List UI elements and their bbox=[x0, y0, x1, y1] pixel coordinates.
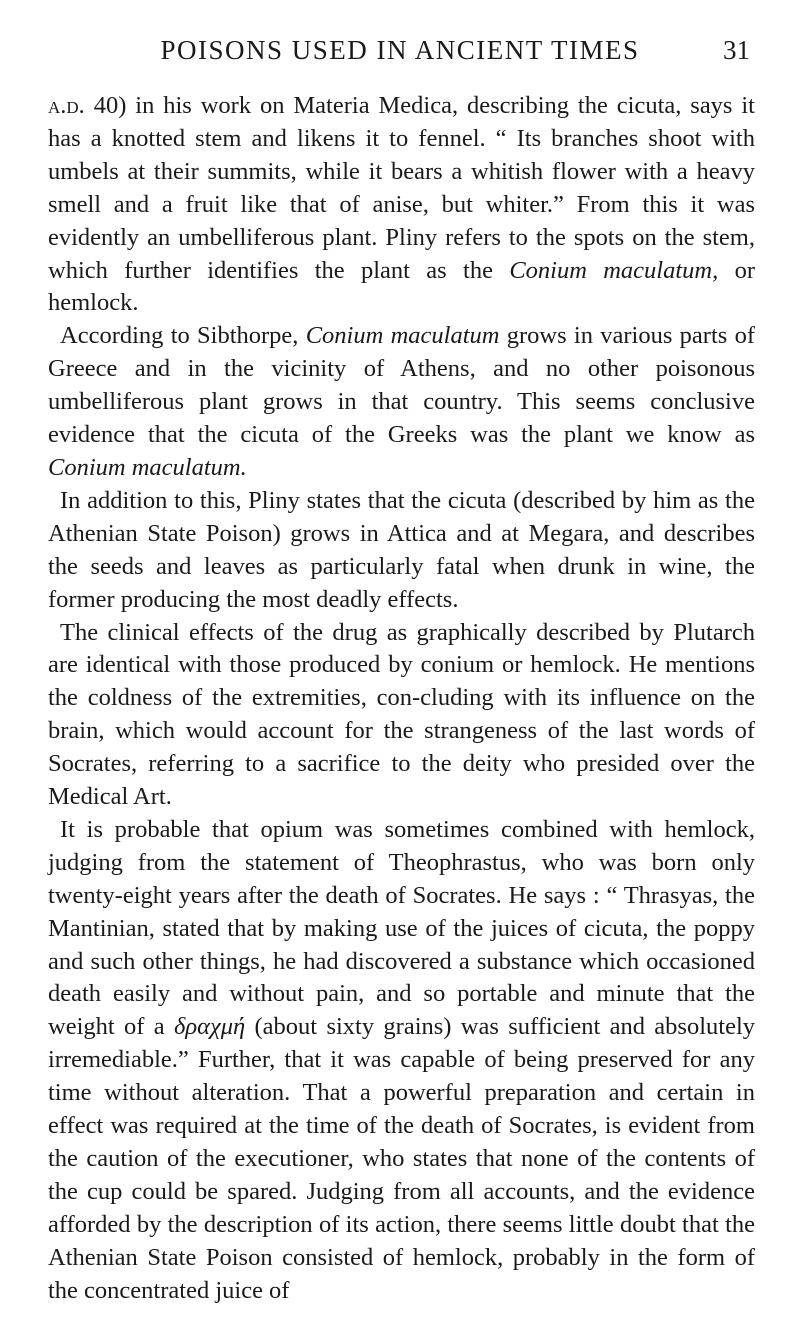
running-title: POISONS USED IN ANCIENT TIMES bbox=[160, 35, 640, 65]
paragraph bbox=[48, 485, 755, 617]
page-number: 31 bbox=[723, 35, 750, 65]
text-segment: grows in various parts of Greece and in the vicinity of Athens, and no other poisonous umbelliferous plant grows in that country. This seems conclusive evidence that the cicuta of the Greeks was the plant we know as bbox=[48, 322, 755, 449]
text-segment: According to Sibthorpe, bbox=[60, 322, 306, 350]
text-segment: The clinical effects of the drug as graphically described by Plutarch are identical with those produced by conium or hemlock. He mentions the coldness of the extremities, con-cluding with its influence on the brain, which would account for the strangeness of the last words of Socrates, referring to a sacrifice to the deity who presided over the Medical Art. bbox=[48, 618, 755, 811]
paragraph bbox=[48, 617, 755, 814]
text-segment: 40) in his work on Materia Medica, describing the cicuta, says it has a knotted stem and likens it to fennel. “ Its branches shoot with umbels at their summits, while it bears a whitish flower with a heavy smell and a fruit like that of anise, but whiter.” From this it was evidently an umbelliferous plant. Pliny refers to the spots on the stem, which further identifies the plant as the bbox=[48, 92, 755, 284]
running-header bbox=[50, 30, 750, 70]
body-text bbox=[48, 90, 755, 1308]
italic-text-segment: Conium maculatum bbox=[305, 322, 500, 350]
text-segment: (about sixty grains) was sufficient and absolutely irremediable.” Further, that it was capable of being preserved for any time without alteration. That a powerful preparation and certain in effect was required at the time of the death of Socrates, is evident from the caution of the executioner, who states that none of the contents of the cup could be spared. Judging from all accounts, and the evidence afforded by the description of its action, there seems little doubt that the Athenian State Poison consisted of hemlock, probably in the form of the concentrated juice of bbox=[48, 1013, 756, 1304]
italic-text-segment: δραχμή bbox=[173, 1013, 246, 1041]
paragraph bbox=[48, 814, 755, 1308]
paragraph bbox=[48, 90, 755, 320]
italic-text-segment: Conium maculatum. bbox=[48, 453, 247, 481]
paragraph bbox=[48, 320, 755, 485]
text-segment: a.d. bbox=[48, 92, 85, 119]
text-segment: In addition to this, Pliny states that the cicuta (described by him as the Athenian State Poison) grows in Attica and at Megara, and describes the seeds and leaves as particularly fatal when drunk in wine, the former producing the most deadly effects. bbox=[48, 486, 755, 613]
italic-text-segment: Conium maculatum, bbox=[509, 256, 719, 284]
text-segment: It is probable that opium was sometimes combined with hemlock, judging from the statement of Theophrastus, who was born only twenty-eight years after the death of Socrates. He says : “ Thrasyas, the Mantinian, stated that by making use of the juices of cicuta, the poppy and such other things, he had discovered a substance which occasioned death easily and without pain, and so portable and minute that the weight of a bbox=[48, 815, 755, 1041]
text-segment: or hemlock. bbox=[48, 256, 755, 317]
